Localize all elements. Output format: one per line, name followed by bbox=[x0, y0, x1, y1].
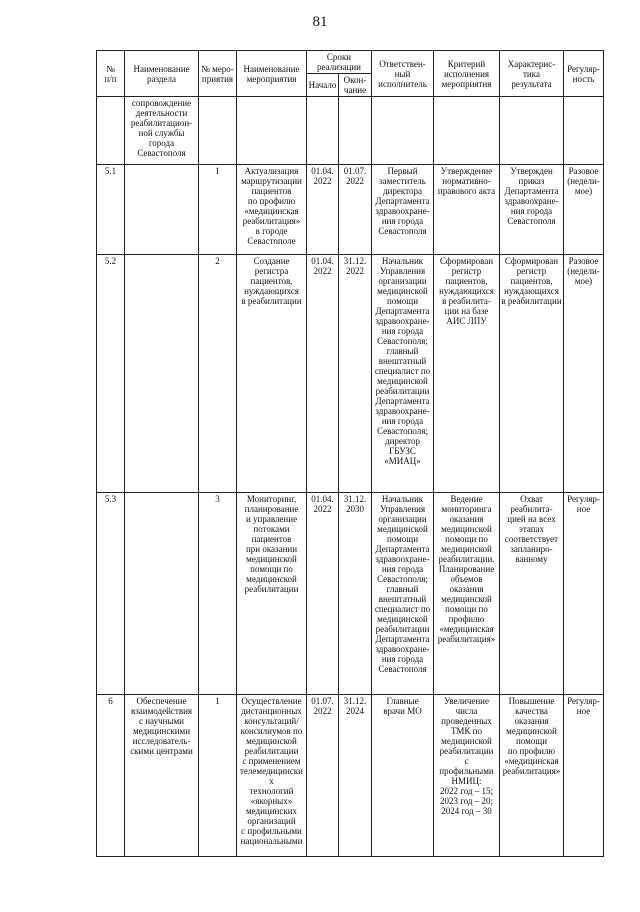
row-executor: Первый заместитель директора Департамента здравоохране- ния города Севастополя bbox=[372, 165, 434, 255]
page-number: 81 bbox=[312, 14, 328, 30]
row-measure-num: 2 bbox=[199, 255, 237, 493]
table-row bbox=[97, 695, 604, 857]
row-end bbox=[339, 97, 372, 165]
row-num: 5.3 bbox=[97, 493, 125, 695]
row-measure-name bbox=[237, 97, 307, 165]
row-measure-num: 1 bbox=[199, 165, 237, 255]
row-result: Охват реабилита- цией на всех этапах соответствует запланиро- ванному bbox=[500, 493, 564, 695]
row-criterion: Утверждение нормативно- правового акта bbox=[434, 165, 500, 255]
header-measure-name: Наименование мероприятия bbox=[237, 51, 307, 97]
row-section bbox=[125, 165, 199, 255]
row-start: 01.04. 2022 bbox=[307, 165, 339, 255]
row-start: 01.04. 2022 bbox=[307, 255, 339, 493]
row-measure-num bbox=[199, 97, 237, 165]
row-measure-num: 1 bbox=[199, 695, 237, 857]
row-end: 31.12. 2024 bbox=[339, 695, 372, 857]
row-executor: Начальник Управления организации медицинской помощи Департамента здравоохране- ния города Севастополя; главный внештатный специалист по медицинской реабилитации Департамента здравоохране- ния города Севастополя; директор ГБУЗС «МИАЦ» bbox=[372, 255, 434, 493]
row-start bbox=[307, 97, 339, 165]
table-row bbox=[97, 165, 604, 255]
row-num: 6 bbox=[97, 695, 125, 857]
row-num: 5.2 bbox=[97, 255, 125, 493]
row-measure-name: Создание регистра пациентов, нуждающихся в реабилитации bbox=[237, 255, 307, 493]
row-measure-name: Осуществление дистанционных консультаций/ консилиумов по медицинской реабилитации с применением телемедицинских технологий «якорных» медицинских организаций с профильными национальными bbox=[237, 695, 307, 857]
header-section: Наименование раздела bbox=[125, 51, 199, 97]
row-executor: Начальник Управления организации медицинской помощи Департамента здравоохране- ния города Севастополя; главный внештатный специалист по медицинской реабилитации Департамента здравоохране- ния города Севастополя bbox=[372, 493, 434, 695]
row-criterion bbox=[434, 97, 500, 165]
header-result: Характерис- тика результата bbox=[500, 51, 564, 97]
row-measure-name: Актуализация маршрутизации пациентов по профилю «медицинская реабилитация» в городе Севастополе bbox=[237, 165, 307, 255]
row-end: 01.07. 2022 bbox=[339, 165, 372, 255]
table-row bbox=[97, 493, 604, 695]
row-regularity bbox=[564, 97, 604, 165]
row-section bbox=[125, 255, 199, 493]
header-start: Начало bbox=[307, 74, 339, 97]
measures-table bbox=[96, 50, 604, 857]
row-num bbox=[97, 97, 125, 165]
header-num: № п/п bbox=[97, 51, 125, 97]
table-row bbox=[97, 255, 604, 493]
row-result: Утвержден приказ Департамента здравоохране- ния города Севастополя bbox=[500, 165, 564, 255]
row-result bbox=[500, 97, 564, 165]
row-end: 31.12. 2030 bbox=[339, 493, 372, 695]
row-criterion: Ведение мониторинга оказания медицинской помощи по медицинской реабилитации. Планирование объемов оказания медицинской помощи по профилю «медицинская реабилитация» bbox=[434, 493, 500, 695]
row-section: сопровождение деятельности реабилитацион- ной службы города Севастополя bbox=[125, 97, 199, 165]
row-executor bbox=[372, 97, 434, 165]
row-section bbox=[125, 493, 199, 695]
header-deadlines: Сроки реализации bbox=[307, 51, 372, 74]
header-criterion: Критерий исполнения мероприятия bbox=[434, 51, 500, 97]
row-num: 5.1 bbox=[97, 165, 125, 255]
row-criterion: Сформирован регистр пациентов, нуждающихся в реабилита- ции на базе АИС ЛПУ bbox=[434, 255, 500, 493]
table-row bbox=[97, 97, 604, 165]
row-measure-name: Мониторинг, планирование и управление потоками пациентов при оказании медицинской помощи по медицинской реабилитации bbox=[237, 493, 307, 695]
row-start: 01.04. 2022 bbox=[307, 493, 339, 695]
row-regularity: Разовое (недели- мое) bbox=[564, 255, 604, 493]
header-measure-num: № меро- приятия bbox=[199, 51, 237, 97]
row-section: Обеспечение взаимодействия с научными медицинскими исследователь- скими центрами bbox=[125, 695, 199, 857]
row-executor: Главные врачи МО bbox=[372, 695, 434, 857]
header-regularity: Регуляр- ность bbox=[564, 51, 604, 97]
row-measure-num: 3 bbox=[199, 493, 237, 695]
row-regularity: Разовое (недели- мое) bbox=[564, 165, 604, 255]
row-result: Сформирован регистр пациентов, нуждающихся в реабилитации bbox=[500, 255, 564, 493]
row-regularity: Регуляр- ное bbox=[564, 695, 604, 857]
row-result: Повышение качества оказания медицинской помощи по профилю «медицинская реабилитация» bbox=[500, 695, 564, 857]
header-executor: Ответствен- ный исполнитель bbox=[372, 51, 434, 97]
row-criterion: Увеличение числа проведенных ТМК по медицинской реабилитации с профильными НМИЦ: 2022 год – 15; 2023 год – 20; 2024 год – 30 bbox=[434, 695, 500, 857]
row-start: 01.07. 2022 bbox=[307, 695, 339, 857]
row-regularity: Регуляр- ное bbox=[564, 493, 604, 695]
row-end: 31.12. 2022 bbox=[339, 255, 372, 493]
header-end: Окон- чание bbox=[339, 74, 372, 97]
